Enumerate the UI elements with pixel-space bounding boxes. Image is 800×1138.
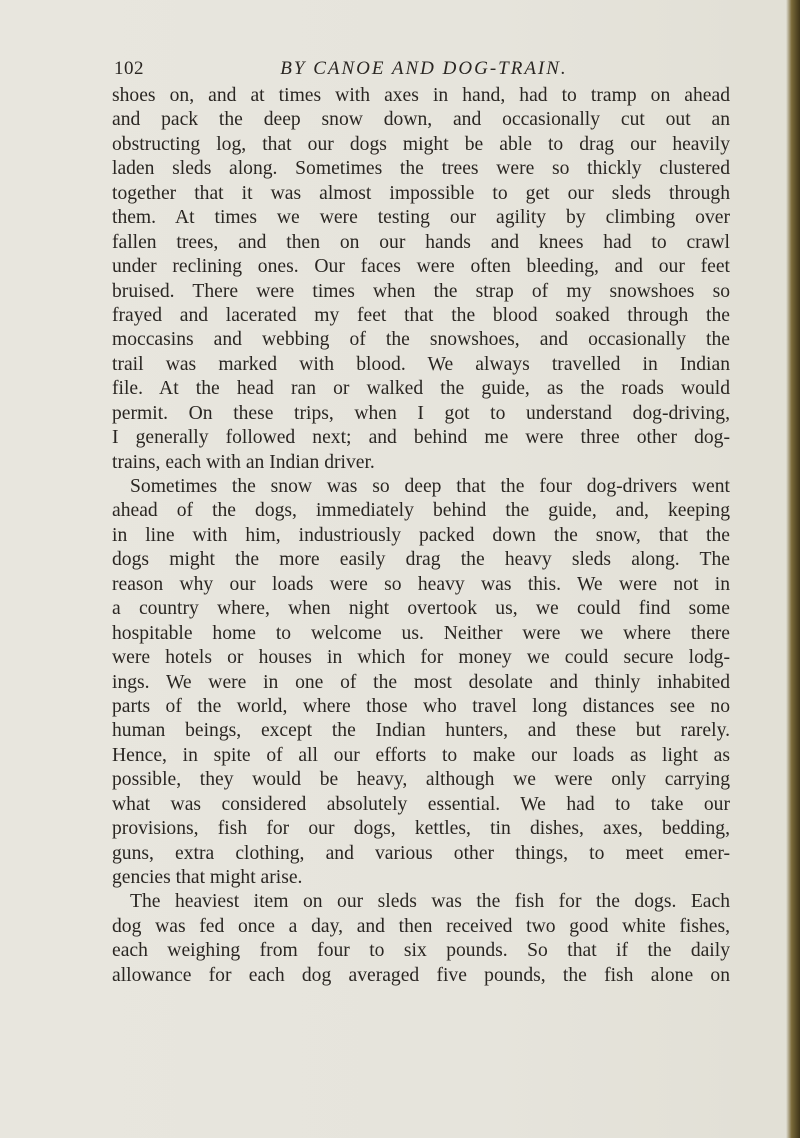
text-line: shoes on, and at times with axes in hand, had to tramp on ahead [112, 85, 730, 106]
text-line: hospitable home to welcome us. Neither were we where there [112, 622, 730, 644]
text-line: provisions, fish for our dogs, kettles, tin dishes, axes, bedding, [112, 818, 730, 840]
text-line: trail was marked with blood. We always travelled in Indian [112, 353, 730, 375]
text-line: Hence, in spite of all our efforts to make our loads as light as [112, 744, 730, 766]
text-line: fallen trees, and then on our hands and knees had to crawl [112, 231, 730, 253]
text-line: moccasins and webbing of the snowshoes, and occasionally the [112, 329, 730, 351]
text-line: them. At times we were testing our agility by climbing over [112, 207, 730, 229]
text-line: in line with him, industriously packed down the snow, that the [112, 524, 730, 546]
text-line-paragraph-end: trains, each with an Indian driver. [112, 451, 375, 473]
body-text [112, 84, 730, 988]
text-line: possible, they would be heavy, although we were only carrying [112, 769, 730, 791]
text-line: what was considered absolutely essential. We had to take our [112, 793, 730, 815]
text-line: file. At the head ran or walked the guide, as the roads would [112, 378, 730, 400]
text-line: a country where, when night overtook us, we could find some [112, 598, 730, 620]
text-line: ings. We were in one of the most desolate and thinly inhabited [112, 671, 730, 693]
text-line: I generally followed next; and behind me were three other dog- [112, 427, 730, 449]
text-line: ahead of the dogs, immediately behind the guide, and, keeping [112, 500, 730, 522]
running-head: BY CANOE AND DOG-TRAIN. [280, 58, 568, 79]
text-line: dogs might the more easily drag the heavy sleds along. The [112, 549, 730, 571]
page-number: 102 [114, 58, 144, 79]
text-line-paragraph-end: gencies that might arise. [112, 867, 303, 888]
text-line: bruised. There were times when the strap of my snowshoes so [112, 280, 730, 302]
text-line: and pack the deep snow down, and occasionally cut out an [112, 109, 730, 131]
text-line: human beings, except the Indian hunters, and these but rarely. [112, 720, 730, 742]
text-line: under reclining ones. Our faces were often bleeding, and our feet [112, 256, 730, 278]
text-line: allowance for each dog averaged five pounds, the fish alone on [112, 964, 730, 986]
text-line: laden sleds along. Sometimes the trees were so thickly clustered [112, 158, 730, 180]
text-line: obstructing log, that our dogs might be able to drag our heavily [112, 133, 730, 155]
text-line: each weighing from four to six pounds. So that if the daily [112, 940, 730, 962]
text-line-paragraph-start: The heaviest item on our sleds was the fish for the dogs. Each [130, 891, 730, 913]
text-line: frayed and lacerated my feet that the blood soaked through the [112, 304, 730, 326]
page-edge-shadow [786, 0, 800, 1138]
text-line: permit. On these trips, when I got to understand dog-driving, [112, 402, 730, 424]
text-line: were hotels or houses in which for money we could secure lodg- [112, 647, 730, 669]
text-line: guns, extra clothing, and various other things, to meet emer- [112, 842, 730, 864]
text-line: reason why our loads were so heavy was this. We were not in [112, 573, 730, 595]
text-line: parts of the world, where those who travel long distances see no [112, 695, 730, 717]
text-line: together that it was almost impossible to get our sleds through [112, 182, 730, 204]
text-line-paragraph-start: Sometimes the snow was so deep that the four dog-drivers went [130, 476, 730, 497]
text-line: dog was fed once a day, and then received two good white fishes, [112, 915, 730, 937]
